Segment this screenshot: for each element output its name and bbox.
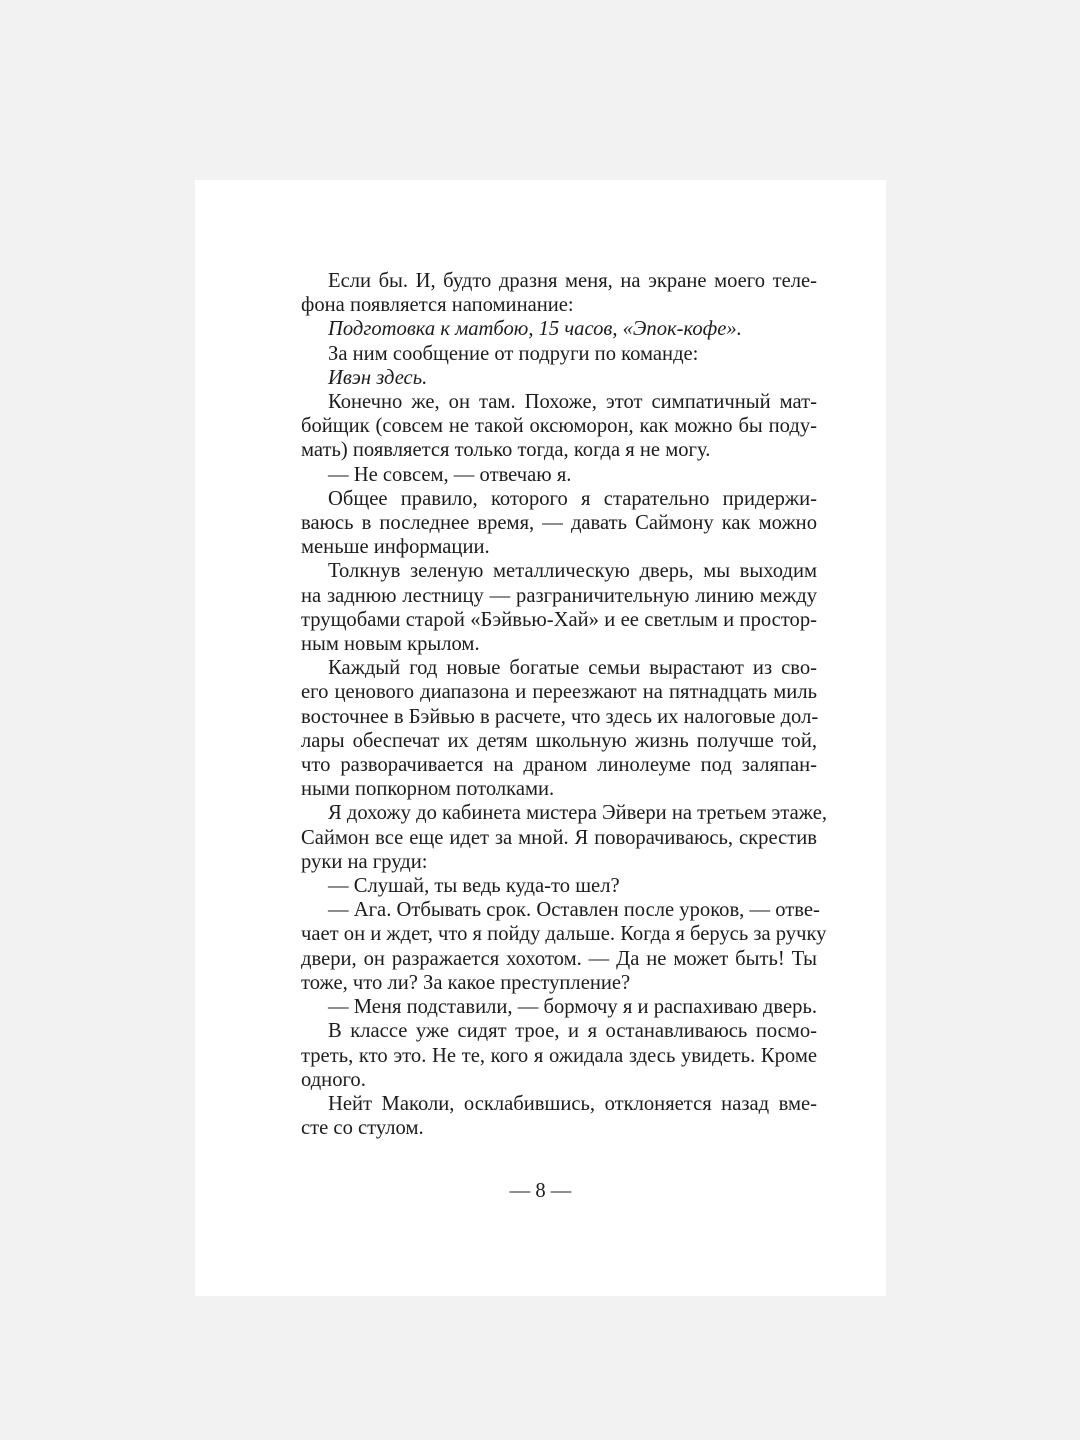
text-line: Саймон все еще идет за мной. Я поворачиваюсь, скрестив [301, 826, 817, 849]
page-number: — 8 — [509, 1180, 572, 1202]
text-line: чает он и ждет, что я пойду дальше. Когда я берусь за ручку [301, 923, 827, 946]
text-line: восточнее в Бэйвью в расчете, что здесь их налоговые дол- [301, 705, 819, 728]
text-line: трущобами старой «Бэйвью-Хай» и ее светлым и простор- [301, 608, 817, 631]
text-line: Нейт Маколи, осклабившись, отклоняется назад вме- [328, 1092, 817, 1115]
text-line: его ценового диапазона и переезжают на пятнадцать миль [301, 681, 817, 704]
text-line: бойщик (совсем не такой оксюморон, как можно бы поду- [301, 415, 817, 438]
text-line: треть, кто это. Не те, кого я ожидала здесь увидеть. Кроме [301, 1044, 817, 1067]
text-line: ваюсь в последнее время, — давать Саймону как можно [301, 512, 817, 535]
text-line: меньше информации. [301, 536, 490, 559]
text-line: Конечно же, он там. Похоже, этот симпатичный мат- [328, 391, 817, 414]
text-line: Каждый год новые богатые семьи вырастают из сво- [328, 657, 817, 680]
text-line: Если бы. И, будто дразня меня, на экране моего теле- [328, 270, 817, 292]
text-line: Подготовка к матбою, 15 часов, «Эпок-кофе». [328, 318, 742, 341]
text-line: руки на груди: [301, 850, 428, 873]
text-line: на заднюю лестницу — разграничительную линию между [301, 584, 817, 607]
text-line: — Слушай, ты ведь куда-то шел? [328, 875, 620, 898]
text-line: двери, он разражается хохотом. — Да не может быть! Ты [301, 947, 817, 970]
book-page [195, 180, 886, 1296]
text-line: сте со стулом. [301, 1117, 424, 1140]
text-line: что разворачивается на драном линолеуме под заляпан- [301, 754, 817, 777]
text-line: — Ага. Отбывать срок. Оставлен после уроков, — отве- [328, 899, 820, 922]
text-line: За ним сообщение от подруги по команде: [328, 342, 699, 365]
text-line: ным новым крылом. [301, 633, 480, 656]
text-line: тоже, что ли? За какое преступление? [301, 971, 631, 994]
text-line: одного. [301, 1068, 366, 1091]
text-line: мать) появляется только тогда, когда я не могу. [301, 439, 711, 462]
text-line: Толкнув зеленую металлическую дверь, мы выходим [328, 560, 817, 583]
text-line: Ивэн здесь. [328, 366, 428, 389]
text-line: Общее правило, которого я старательно придержи- [328, 487, 817, 510]
text-line: — Не совсем, — отвечаю я. [328, 463, 572, 486]
text-line: — Меня подставили, — бормочу я и распахиваю дверь. [328, 996, 817, 1019]
text-line: Я дохожу до кабинета мистера Эйвери на третьем этаже, [328, 802, 828, 825]
text-line: В классе уже сидят трое, и я останавливаюсь посмо- [328, 1020, 817, 1043]
text-line: лары обеспечат их детям школьную жизнь получше той, [301, 729, 817, 752]
body-text [301, 269, 828, 1140]
text-line: фона появляется напоминание: [301, 294, 574, 317]
text-line: ными попкорном потолками. [301, 778, 555, 801]
